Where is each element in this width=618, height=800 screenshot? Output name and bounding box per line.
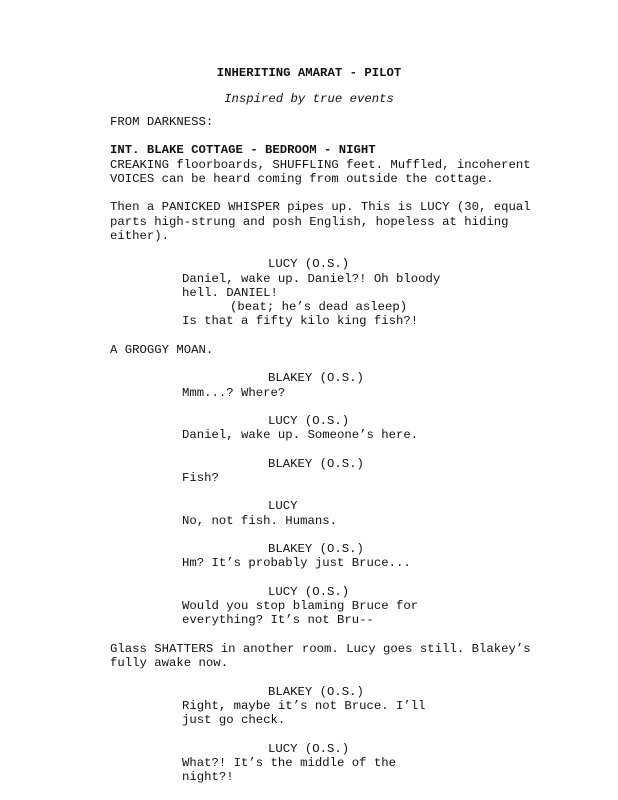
action-line: VOICES can be heard coming from outside the cottage.: [110, 171, 494, 186]
dialogue-line: Would you stop blaming Bruce for: [182, 599, 419, 614]
dialogue-line: night?!: [182, 770, 234, 784]
character-name: LUCY (O.S.): [268, 741, 350, 756]
transition: FROM DARKNESS:: [110, 115, 214, 129]
dialogue-line: Mmm...? Where?: [182, 385, 286, 400]
dialogue-line: Right, maybe it’s not Bruce. I’ll: [182, 698, 426, 713]
dialogue-line: No, not fish. Humans.: [182, 513, 337, 528]
character-name: LUCY (O.S.): [268, 584, 350, 599]
character-name: LUCY: [268, 499, 298, 514]
character-name: BLAKEY (O.S.): [268, 542, 364, 557]
action-line: CREAKING floorboards, SHUFFLING feet. Muffled, incoherent: [110, 157, 531, 172]
action-line: A GROGGY MOAN.: [110, 342, 214, 357]
scene-heading: INT. BLAKE COTTAGE - BEDROOM - NIGHT: [110, 143, 376, 158]
character-name: LUCY (O.S.): [268, 257, 350, 272]
dialogue-line: Is that a fifty kilo king fish?!: [182, 314, 419, 329]
dialogue-line: Daniel, wake up. Daniel?! Oh bloody: [182, 271, 441, 286]
action-line: Then a PANICKED WHISPER pipes up. This is LUCY (30, equal: [110, 200, 531, 215]
character-name: BLAKEY (O.S.): [268, 684, 364, 699]
dialogue-line: Fish?: [182, 471, 219, 485]
character-name: LUCY (O.S.): [268, 414, 350, 428]
script-title: INHERITING AMARAT - PILOT: [216, 66, 402, 80]
dialogue-line: everything? It’s not Bru--: [182, 613, 374, 628]
parenthetical: (beat; he’s dead asleep): [230, 300, 408, 315]
dialogue-line: Daniel, wake up. Someone’s here.: [182, 428, 419, 443]
dialogue-line: hell. DANIEL!: [182, 285, 278, 300]
dialogue-line: Hm? It’s probably just Bruce...: [182, 556, 411, 571]
character-name: BLAKEY (O.S.): [268, 456, 364, 471]
character-name: BLAKEY (O.S.): [268, 371, 364, 386]
action-line: either).: [110, 228, 170, 243]
action-line: fully awake now.: [110, 656, 229, 671]
action-line: parts high-strung and posh English, hopeless at hiding: [110, 214, 509, 229]
script-subtitle: Inspired by true events: [224, 91, 394, 106]
action-line: Glass SHATTERS in another room. Lucy goes still. Blakey’s: [110, 641, 531, 656]
dialogue-line: just go check.: [182, 713, 286, 727]
dialogue-line: What?! It’s the middle of the: [182, 755, 397, 770]
